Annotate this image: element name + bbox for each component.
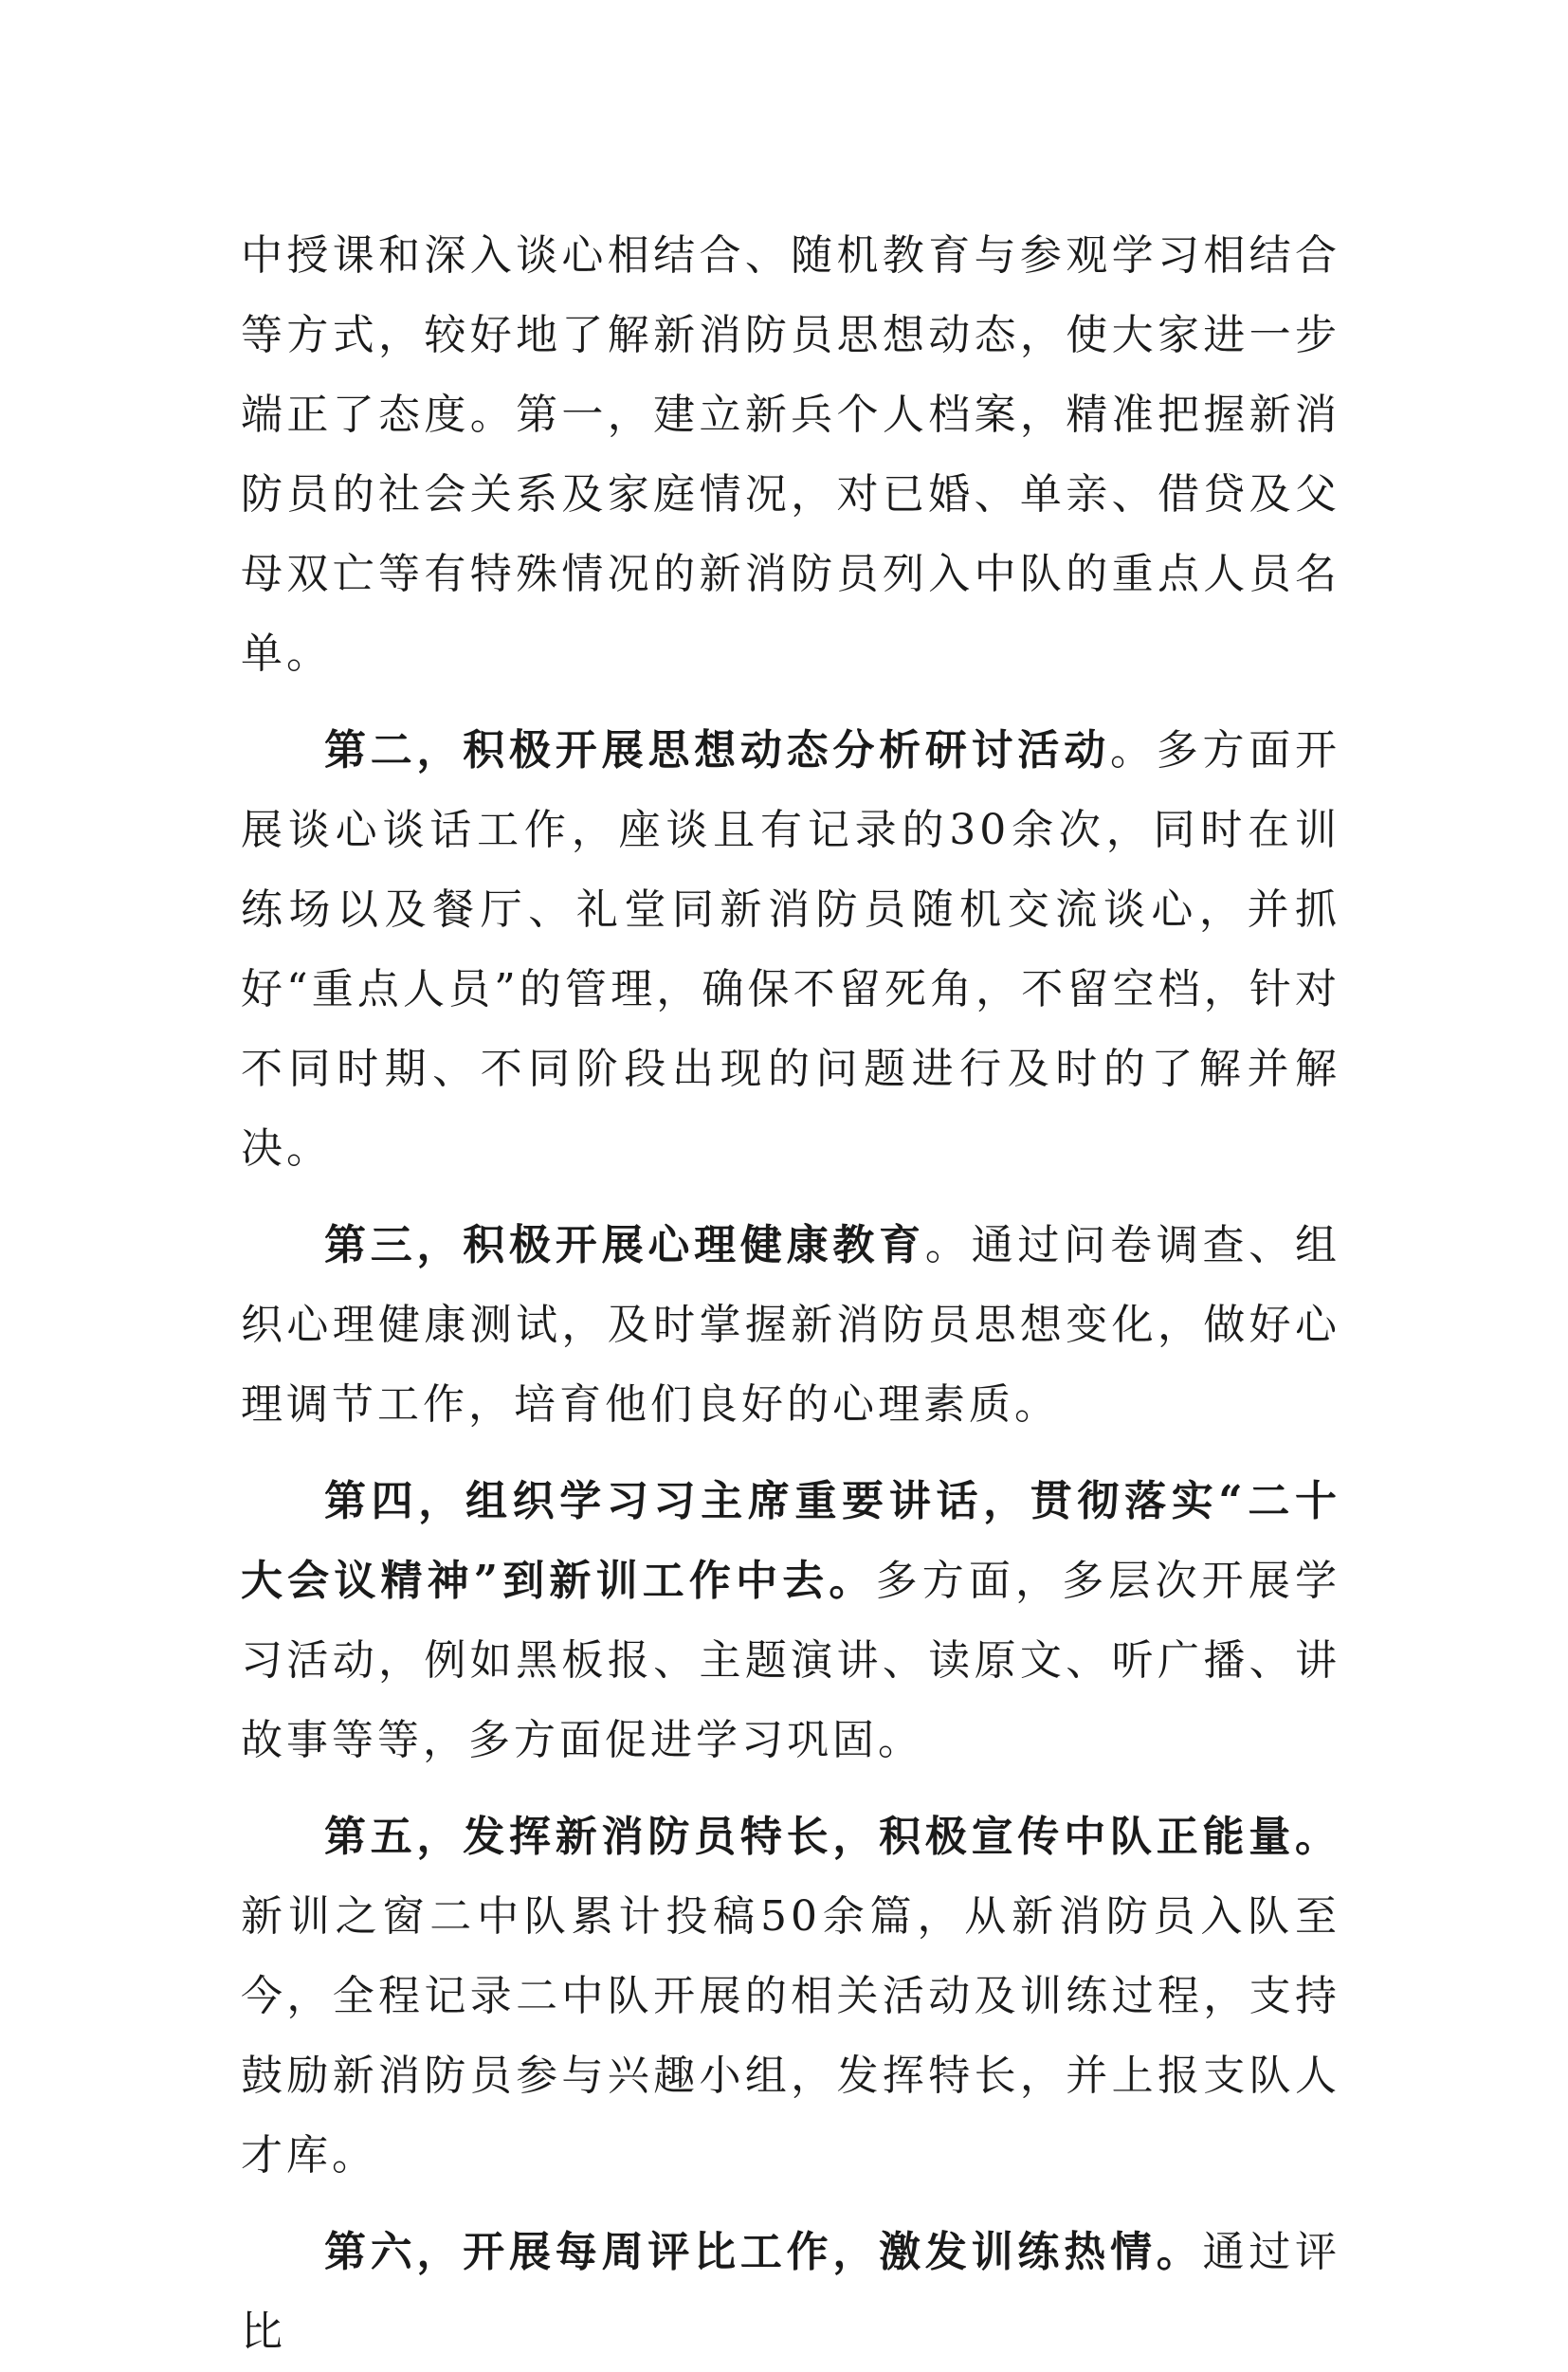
paragraph-heading: 第三，积极开展心理健康教育 [324, 1221, 925, 1269]
paragraph-sixth [241, 2213, 1340, 2372]
paragraph-second [241, 711, 1340, 1189]
paragraph-text: 通过评比 [241, 2228, 1341, 2356]
paragraph-text: 。通过问卷调查、组织心理健康测试，及时掌握新消防员思想变化，做好心理调节工作，培育他们良好的心理素质。 [241, 1221, 1341, 1429]
paragraph-third [241, 1206, 1340, 1445]
paragraph-text: 多方面，多层次开展学习活动，例如黑板报、主题演讲、读原文、听广播、讲故事等等，多方面促进学习巩固。 [241, 1557, 1341, 1764]
paragraph-text: 。多方面开展谈心谈话工作，座谈且有记录的30余次，同时在训练场以及餐厅、礼堂同新消防员随机交流谈心，并抓好“重点人员”的管理，确保不留死角，不留空档，针对不同时期、不同阶段出现的问题进行及时的了解并解决。 [241, 726, 1341, 1173]
paragraph-heading: 第四，组织学习习主席重要讲话，贯彻落实“二十大会议精神”到新训工作中去。 [241, 1477, 1340, 1605]
document-page [241, 216, 1340, 2372]
paragraph-text: 新训之窗二中队累计投稿50余篇，从新消防员入队至今，全程记录二中队开展的相关活动及训练过程，支持鼓励新消防员参与兴趣小组，发挥特长，并上报支队人才库。 [241, 1892, 1340, 2180]
paragraph-heading: 第二，积极开展思想动态分析研讨活动 [324, 726, 1110, 775]
paragraph-heading: 第五，发挥新消防员特长，积极宣传中队正能量。 [324, 1813, 1340, 1861]
paragraph-heading: 第六，开展每周评比工作，激发训练热情。 [324, 2228, 1203, 2276]
paragraph-fourth [241, 1462, 1340, 1780]
paragraph-text: 中授课和深入谈心相结合、随机教育与参观学习相结合等方式，较好地了解新消防员思想动态，使大家进一步端正了态度。第一，建立新兵个人档案，精准把握新消防员的社会关系及家庭情况，对已婚、单亲、借贷及父母双亡等有特殊情况的新消防员列入中队的重点人员名单。 [241, 231, 1340, 678]
paragraph-fifth [241, 1797, 1340, 2196]
paragraph-intro [241, 216, 1340, 694]
